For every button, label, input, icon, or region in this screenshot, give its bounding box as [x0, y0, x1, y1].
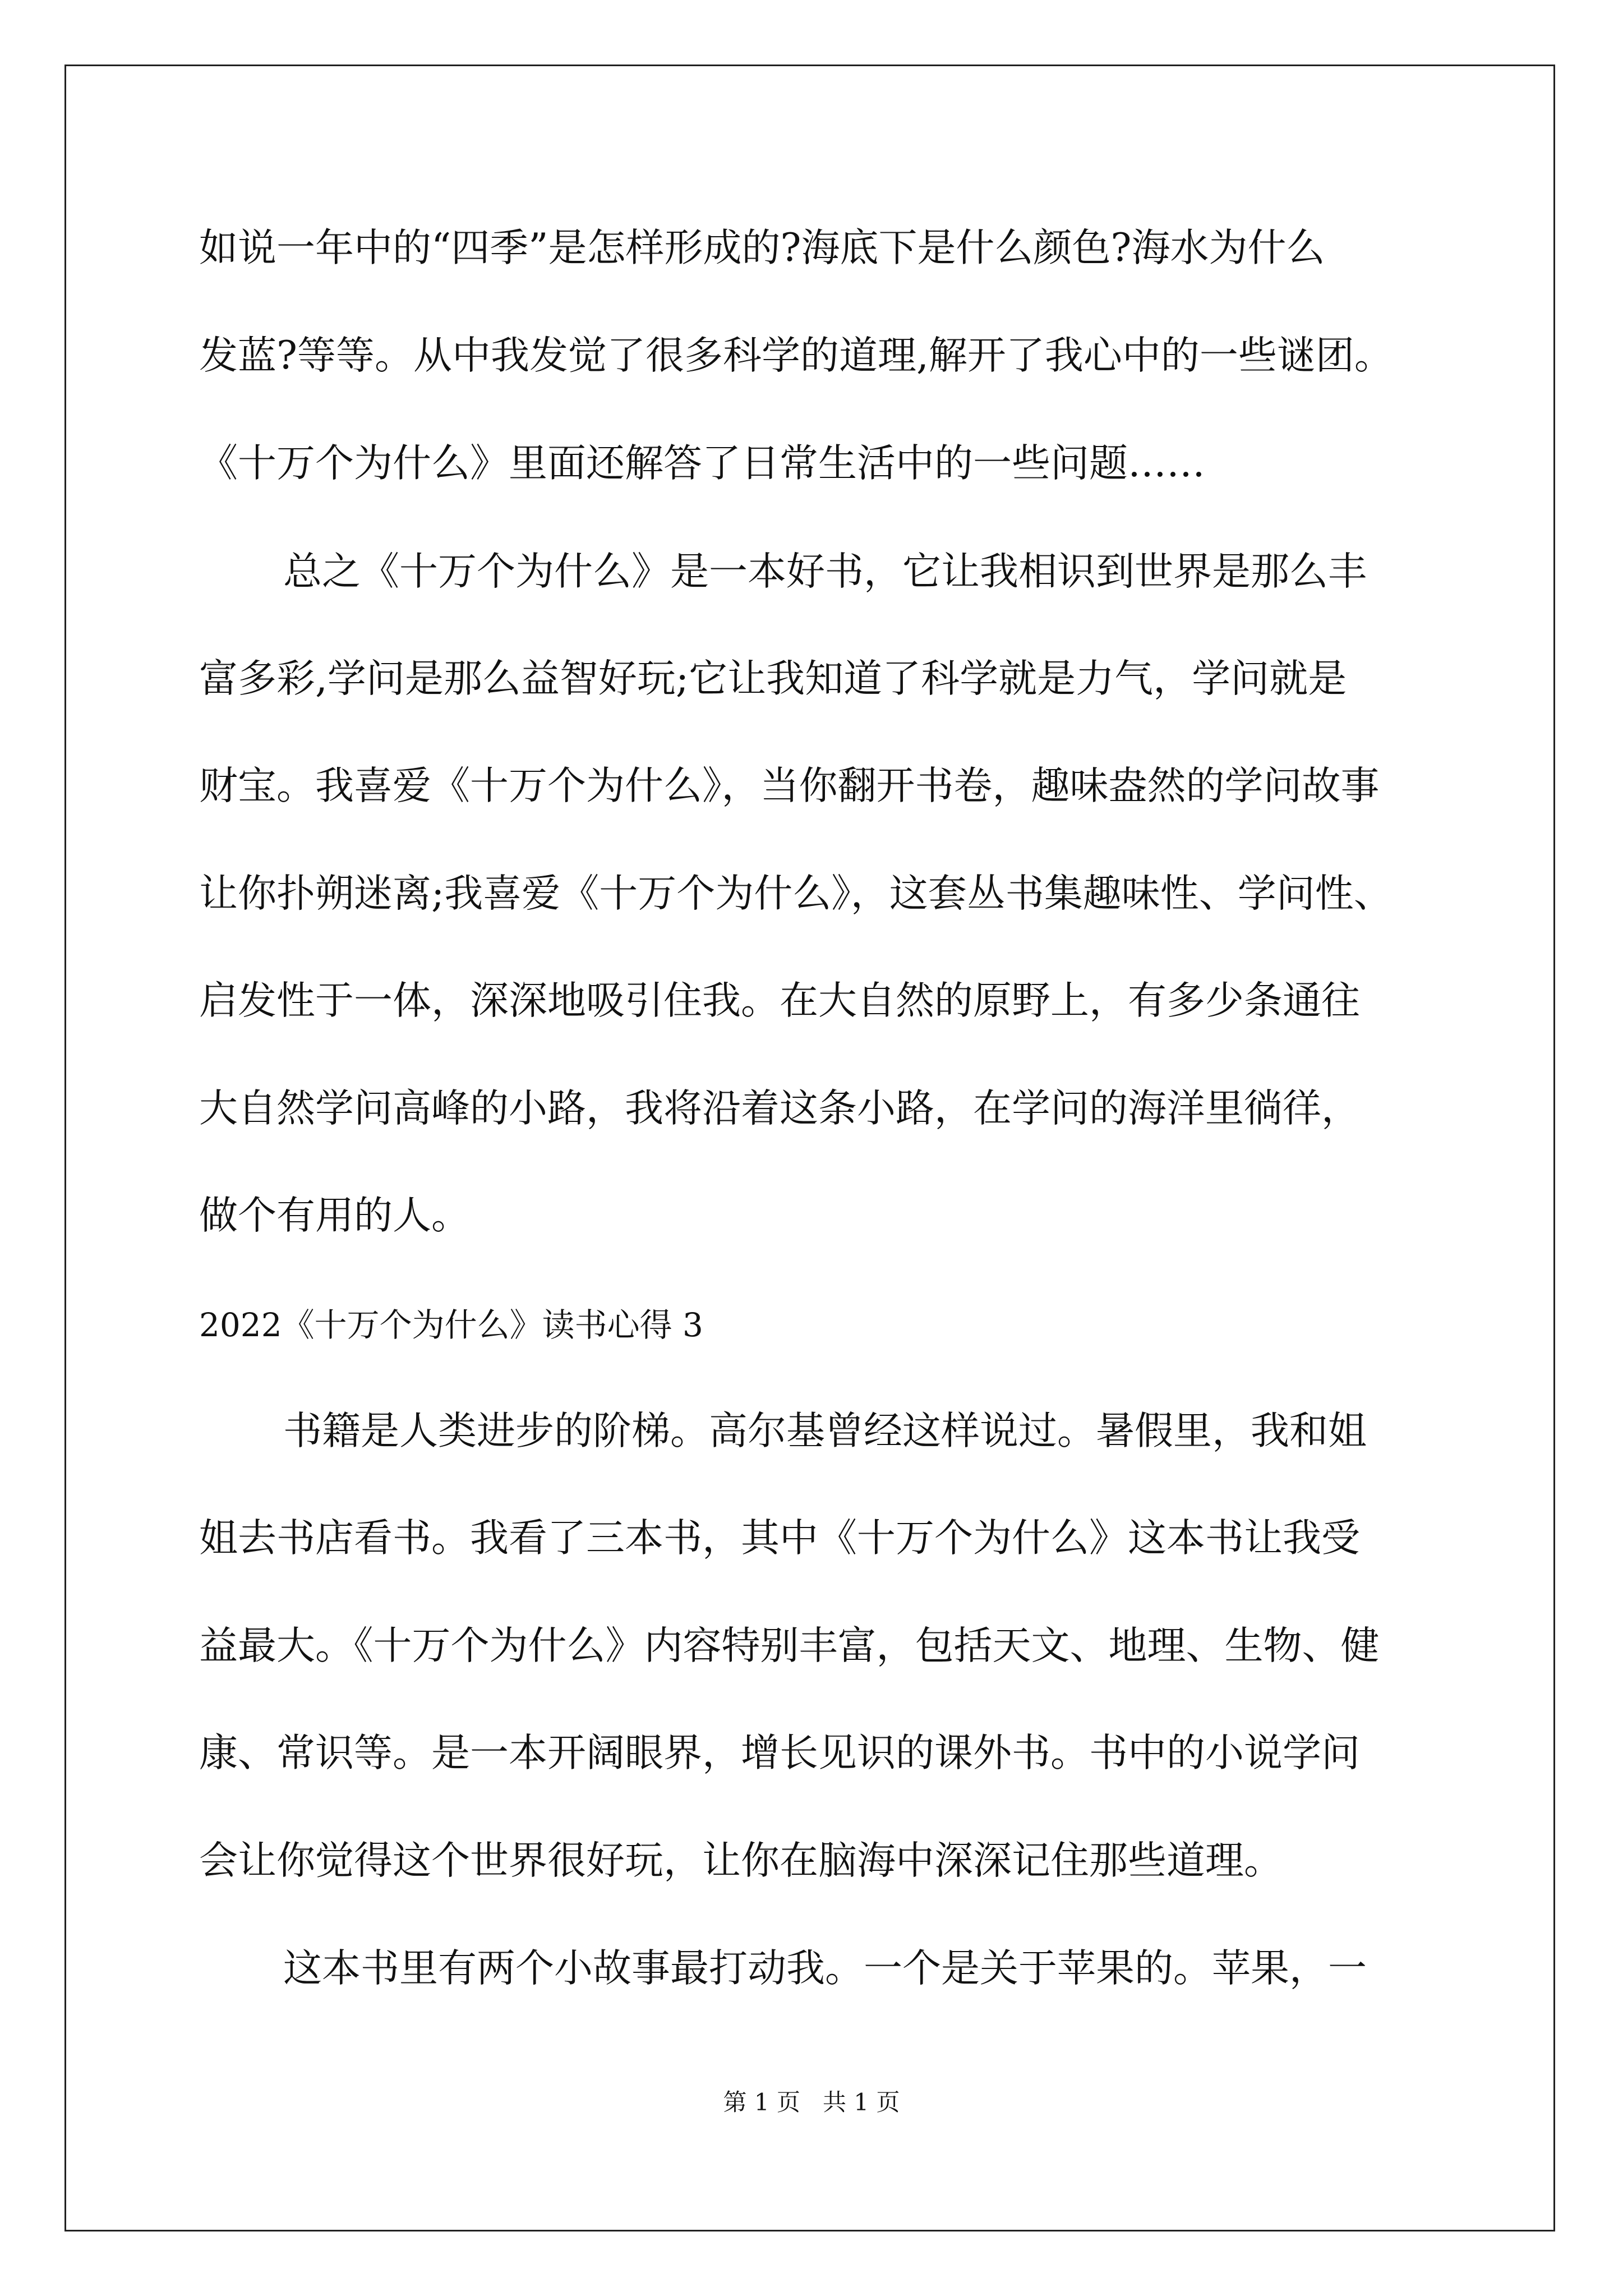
body-line-1: 如说一年中的“四季”是怎样形成的?海底下是什么颜色?海水为什么: [199, 226, 1325, 270]
body-line-10: 做个有用的人。: [199, 1193, 470, 1238]
section-heading: 2022《十万个为什么》读书心得 3: [199, 1306, 703, 1344]
body-line-16: 会让你觉得这个世界很好玩，让你在脑海中深深记住那些道理。: [199, 1838, 1283, 1883]
body-line-13: 姐去书店看书。我看了三本书，其中《十万个为什么》这本书让我受: [199, 1516, 1360, 1561]
body-line-4: 总之《十万个为什么》是一本好书，它让我相识到世界是那么丰: [283, 549, 1367, 594]
body-line-8: 启发性于一体，深深地吸引住我。在大自然的原野上，有多少条通往: [199, 978, 1360, 1023]
body-line-6: 财宝。我喜爱《十万个为什么》，当你翻开书卷，趣味盎然的学问故事: [199, 763, 1380, 808]
body-line-5: 富多彩,学问是那么益智好玩;它让我知道了科学就是力气，学问就是: [199, 656, 1347, 701]
page-border: [64, 65, 1555, 2231]
body-line-2: 发蓝?等等。从中我发觉了很多科学的道理,解开了我心中的一些谜团。: [199, 333, 1393, 378]
body-line-3: 《十万个为什么》里面还解答了日常生活中的一些问题……: [199, 441, 1205, 486]
body-line-9: 大自然学问高峰的小路，我将沿着这条小路，在学问的海洋里徜徉，: [199, 1086, 1360, 1131]
body-line-7: 让你扑朔迷离;我喜爱《十万个为什么》，这套丛书集趣味性、学问性、: [199, 871, 1393, 916]
body-line-15: 康、常识等。是一本开阔眼界，增长见识的课外书。书中的小说学问: [199, 1731, 1360, 1775]
body-line-17: 这本书里有两个小故事最打动我。一个是关于苹果的。苹果，一: [283, 1946, 1367, 1991]
body-line-14: 益最大。《十万个为什么》内容特别丰富，包括天文、地理、生物、健: [199, 1623, 1380, 1668]
body-line-12: 书籍是人类进步的阶梯。高尔基曾经这样说过。暑假里，我和姐: [283, 1409, 1367, 1453]
page-footer: 第 1 页 共 1 页: [723, 2088, 900, 2116]
